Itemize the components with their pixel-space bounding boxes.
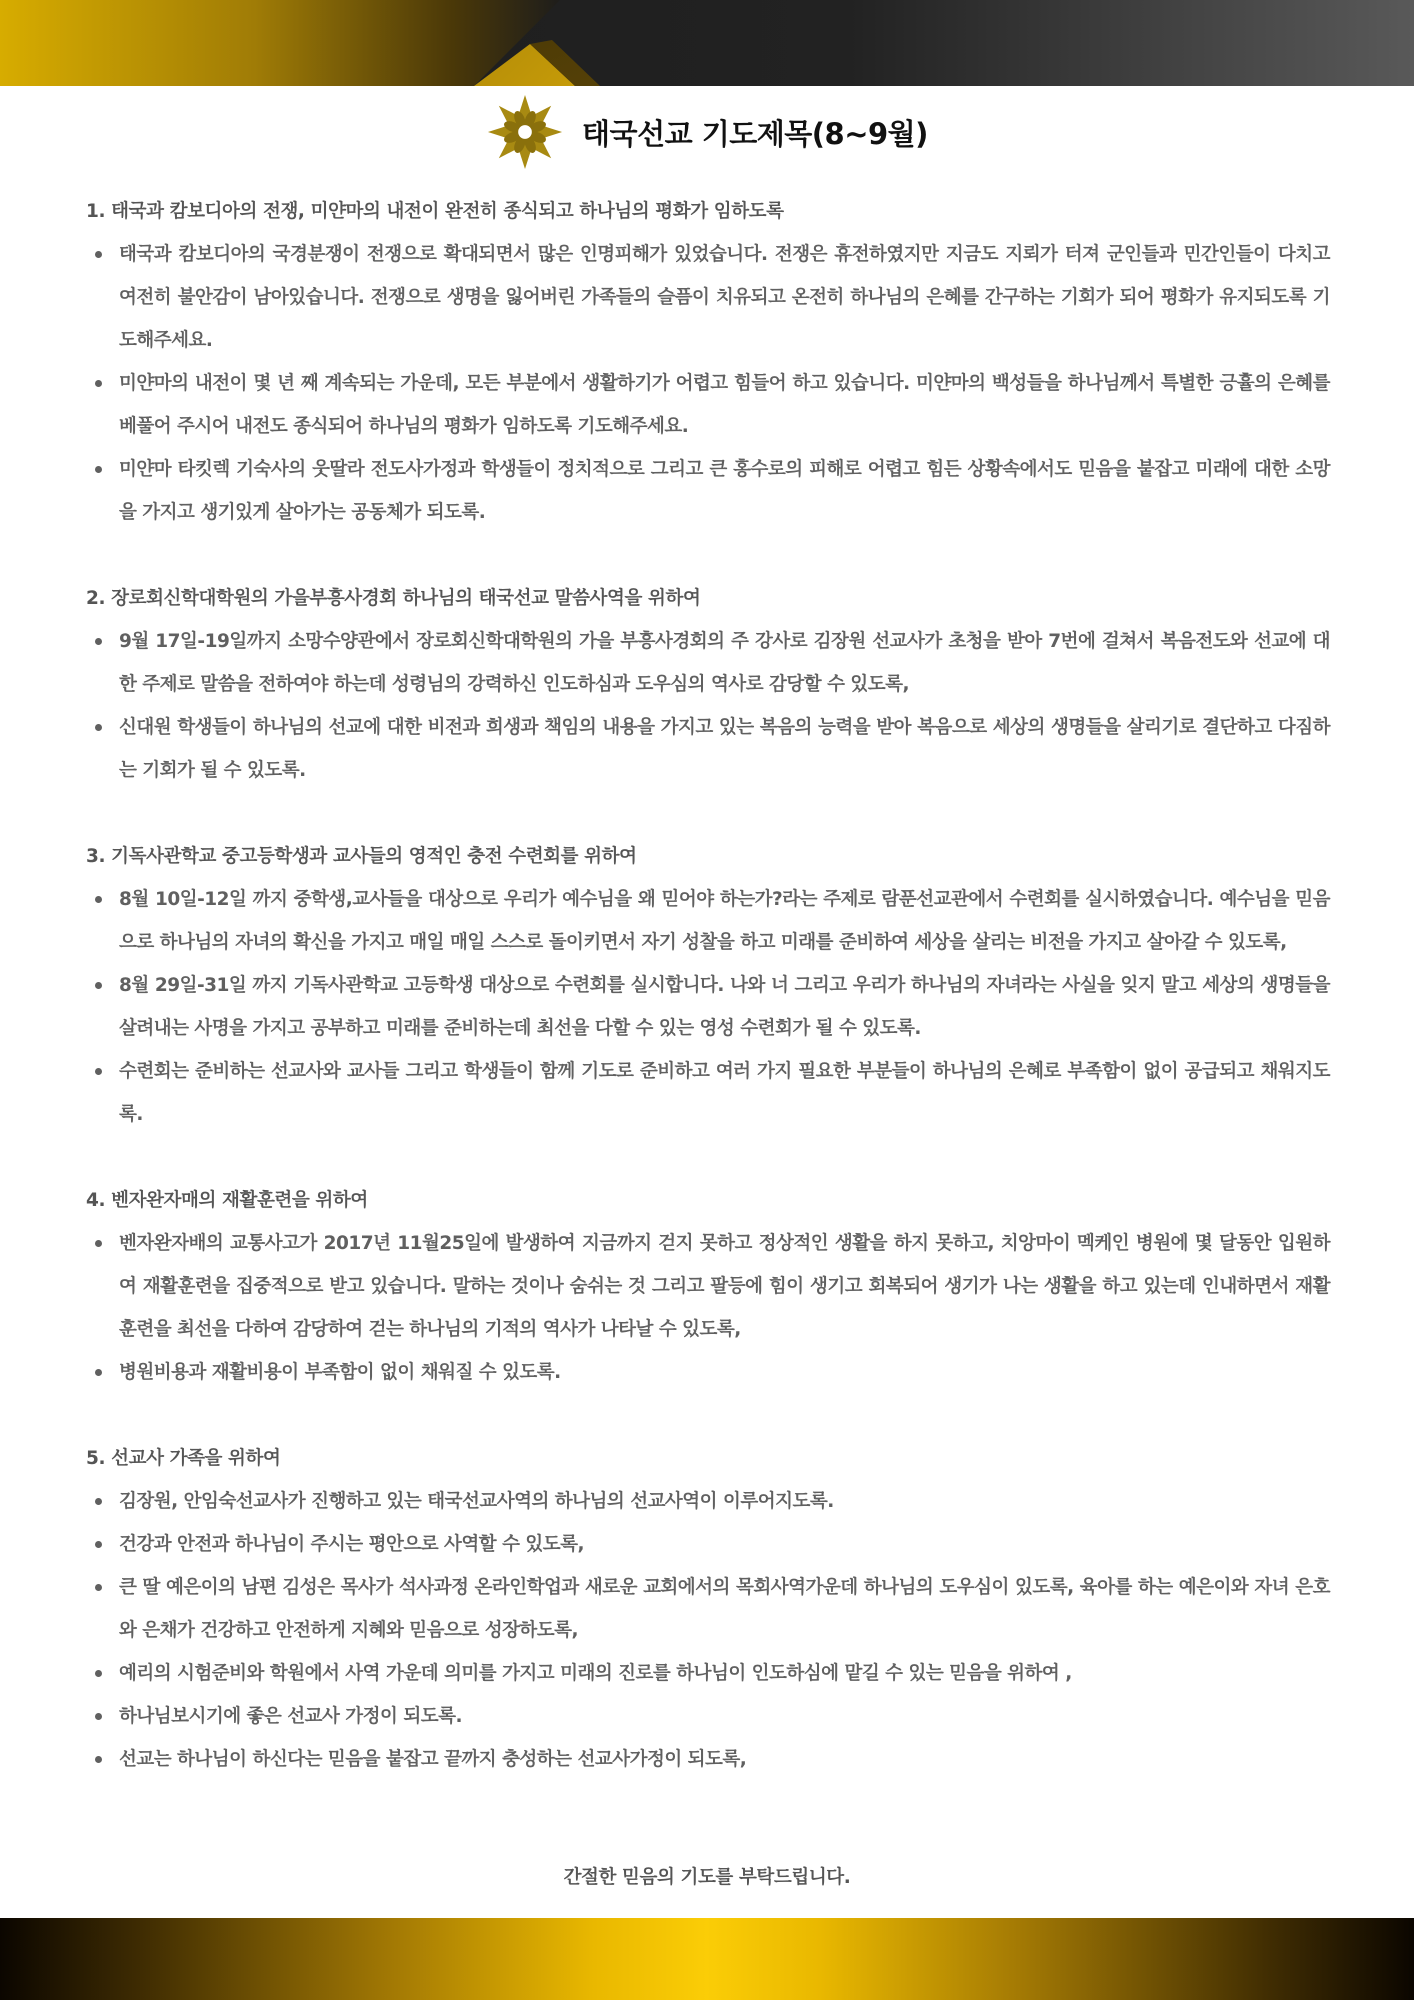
list-item xyxy=(86,1050,1330,1136)
gold-star-flower-icon xyxy=(486,93,564,171)
list-item-text: 신대원 학생들이 하나님의 선교에 대한 비전과 희생과 책임의 내용을 가지고 있는 복음의 능력을 받아 복음으로 세상의 생명들을 살리기로 결단하고 다짐하는 기회가 될 수 있도록. xyxy=(119,717,1330,781)
bottom-banner xyxy=(0,1918,1414,2000)
list-item-text: 큰 딸 예은이의 남편 김성은 목사가 석사과정 온라인학업과 새로운 교회에서의 목회사역가운데 하나님의 도우심이 있도록, 육아를 하는 예은이와 자녀 은호와 은채가 건강하고 안전하게 지혜와 믿음으로 성장하도록, xyxy=(119,1577,1330,1641)
top-banner xyxy=(0,0,1414,86)
section-3 xyxy=(86,835,1330,1136)
list-item-text: 김장원, 안임숙선교사가 진행하고 있는 태국선교사역의 하나님의 선교사역이 이루어지도록. xyxy=(119,1491,834,1512)
bullet-list xyxy=(86,1480,1330,1781)
list-item xyxy=(86,1738,1330,1781)
bullet-dot-icon xyxy=(95,1670,102,1677)
list-item-text: 병원비용과 재활비용이 부족함이 없이 채워질 수 있도록. xyxy=(119,1362,561,1383)
list-item xyxy=(86,1351,1330,1394)
list-item-text: 미얀마 타킷렉 기숙사의 웃딸라 전도사가정과 학생들이 정치적으로 그리고 큰 홍수로의 피해로 어렵고 힘든 상황속에서도 믿음을 붙잡고 미래에 대한 소망을 가지고 생기있게 살아가는 공동체가 되도록. xyxy=(119,459,1330,523)
bullet-list xyxy=(86,620,1330,792)
list-item-text: 8월 10일-12일 까지 중학생,교사들을 대상으로 우리가 예수님을 왜 믿어야 하는가?라는 주제로 람푼선교관에서 수련회를 실시하였습니다. 예수님을 믿음으로 하나님의 자녀의 확신을 가지고 매일 매일 스스로 돌이키면서 자기 성찰을 하고 미래를 준비하여 세상을 살리는 비전을 가지고 살아갈 수 있도록, xyxy=(119,889,1330,953)
section-2 xyxy=(86,577,1330,792)
list-item xyxy=(86,706,1330,792)
list-item-text: 건강과 안전과 하나님이 주시는 평안으로 사역할 수 있도록, xyxy=(119,1534,585,1555)
bullet-list xyxy=(86,233,1330,534)
list-item xyxy=(86,1566,1330,1652)
title-row xyxy=(0,92,1414,172)
bullet-dot-icon xyxy=(95,724,102,731)
list-item xyxy=(86,233,1330,362)
list-item xyxy=(86,448,1330,534)
section-4 xyxy=(86,1179,1330,1394)
section-heading: 4. 벤자완자매의 재활훈련을 위하여 xyxy=(86,1190,368,1211)
bullet-dot-icon xyxy=(95,1541,102,1548)
section-heading: 1. 태국과 캄보디아의 전쟁, 미얀마의 내전이 완전히 종식되고 하나님의 평화가 임하도록 xyxy=(86,201,784,222)
closing-message: 간절한 믿음의 기도를 부탁드립니다. xyxy=(563,1867,851,1888)
section-heading: 5. 선교사 가족을 위하여 xyxy=(86,1448,281,1469)
list-item-text: 수련회는 준비하는 선교사와 교사들 그리고 학생들이 함께 기도로 준비하고 여러 가지 필요한 부분들이 하나님의 은혜로 부족함이 없이 공급되고 채워지도록. xyxy=(119,1061,1330,1125)
bullet-dot-icon xyxy=(95,1756,102,1763)
bullet-dot-icon xyxy=(95,251,102,258)
list-item xyxy=(86,878,1330,964)
list-item xyxy=(86,1695,1330,1738)
bullet-dot-icon xyxy=(95,896,102,903)
top-banner-gold-band xyxy=(0,0,1414,86)
bullet-dot-icon xyxy=(95,638,102,645)
list-item-text: 선교는 하나님이 하신다는 믿음을 붙잡고 끝까지 충성하는 선교사가정이 되도록, xyxy=(119,1749,747,1770)
list-item-text: 예리의 시험준비와 학원에서 사역 가운데 의미를 가지고 미래의 진로를 하나님이 인도하심에 맡길 수 있는 믿음을 위하여 , xyxy=(119,1663,1072,1684)
bullet-dot-icon xyxy=(95,1713,102,1720)
list-item-text: 9월 17일-19일까지 소망수양관에서 장로회신학대학원의 가을 부흥사경회의 주 강사로 김장원 선교사가 초청을 받아 7번에 걸쳐서 복음전도와 선교에 대한 주제로 말씀을 전하여야 하는데 성령님의 강력하신 인도하심과 도우심의 역사로 감당할 수 있도록, xyxy=(119,631,1330,695)
list-item xyxy=(86,1523,1330,1566)
list-item xyxy=(86,964,1330,1050)
bullet-dot-icon xyxy=(95,1068,102,1075)
page-title: 태국선교 기도제목(8~9월) xyxy=(582,116,928,151)
list-item xyxy=(86,1652,1330,1695)
bullet-dot-icon xyxy=(95,1369,102,1376)
section-heading: 2. 장로회신학대학원의 가을부흥사경회 하나님의 태국선교 말씀사역을 위하여 xyxy=(86,588,701,609)
list-item xyxy=(86,1222,1330,1351)
bullet-dot-icon xyxy=(95,1240,102,1247)
bullet-dot-icon xyxy=(95,1498,102,1505)
section-5 xyxy=(86,1437,1330,1781)
list-item-text: 벤자완자배의 교통사고가 2017년 11월25일에 발생하여 지금까지 걷지 못하고 정상적인 생활을 하지 못하고, 치앙마이 멕케인 병원에 몇 달동안 입원하여 재활훈련을 집중적으로 받고 있습니다. 말하는 것이나 숨쉬는 것 그리고 팔등에 힘이 생기고 회복되어 생기가 나는 생활을 하고 있는데 인내하면서 재활훈련을 최선을 다하여 감당하여 걷는 하나님의 기적의 역사가 나타날 수 있도록, xyxy=(119,1233,1330,1340)
list-item-text: 미얀마의 내전이 몇 년 째 계속되는 가운데, 모든 부분에서 생활하기가 어렵고 힘들어 하고 있습니다. 미얀마의 백성들을 하나님께서 특별한 긍휼의 은혜를 베풀어 주시어 내전도 종식되어 하나님의 평화가 임하도록 기도해주세요. xyxy=(119,373,1330,437)
bullet-dot-icon xyxy=(95,982,102,989)
list-item-text: 하나님보시기에 좋은 선교사 가정이 되도록. xyxy=(119,1706,462,1727)
list-item xyxy=(86,362,1330,448)
list-item-text: 태국과 캄보디아의 국경분쟁이 전쟁으로 확대되면서 많은 인명피해가 있었습니다. 전쟁은 휴전하였지만 지금도 지뢰가 터져 군인들과 민간인들이 다치고 여전히 불안감이 남아있습니다. 전쟁으로 생명을 잃어버린 가족들의 슬픔이 치유되고 온전히 하나님의 은혜를 간구하는 기회가 되어 평화가 유지되도록 기도해주세요. xyxy=(119,244,1330,351)
section-1 xyxy=(86,190,1330,534)
bullet-dot-icon xyxy=(95,466,102,473)
bullet-list xyxy=(86,878,1330,1136)
bullet-dot-icon xyxy=(95,380,102,387)
prayer-list xyxy=(86,190,1330,1824)
list-item xyxy=(86,1480,1330,1523)
list-item-text: 8월 29일-31일 까지 기독사관학교 고등학생 대상으로 수련회를 실시합니다. 나와 너 그리고 우리가 하나님의 자녀라는 사실을 잊지 말고 세상의 생명들을 살려내는 사명을 가지고 공부하고 미래를 준비하는데 최선을 다할 수 있는 영성 수련회가 될 수 있도록. xyxy=(119,975,1330,1039)
section-heading: 3. 기독사관학교 중고등학생과 교사들의 영적인 충전 수련회를 위하여 xyxy=(86,846,637,867)
list-item xyxy=(86,620,1330,706)
bullet-list xyxy=(86,1222,1330,1394)
bullet-dot-icon xyxy=(95,1584,102,1591)
